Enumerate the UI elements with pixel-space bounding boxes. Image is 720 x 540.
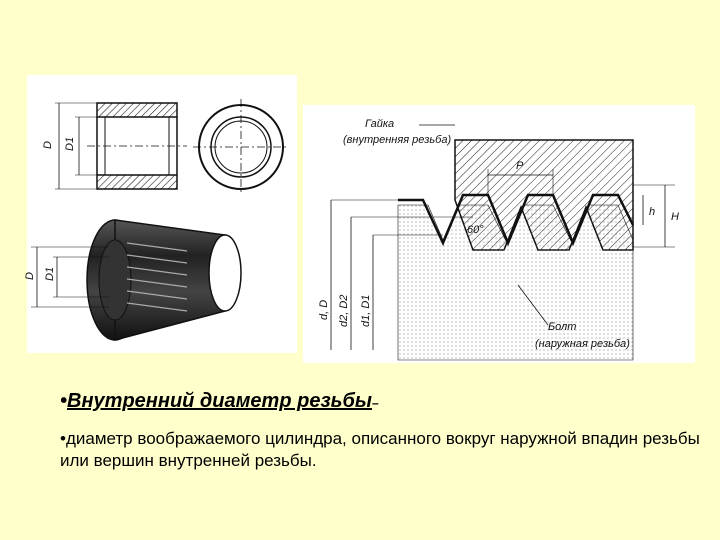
- bolt-label-line1: Болт: [548, 321, 577, 333]
- heading-bullet: •: [60, 390, 68, 412]
- right-figure-panel: [303, 105, 695, 363]
- top-D1-label: D1: [64, 136, 76, 151]
- angle-label: 60°: [467, 224, 484, 236]
- bolt-region: [398, 205, 633, 360]
- bottom-D-label: D: [24, 272, 36, 280]
- H-label: H: [671, 211, 679, 223]
- dim-label-d2-D2: d2, D2: [338, 294, 350, 327]
- top-D-label: D: [42, 141, 54, 149]
- thread-profile-drawing: [303, 105, 695, 363]
- heading-title: Внутренний диаметр резьбы: [67, 390, 372, 412]
- dim-label-d-D: d, D: [318, 299, 330, 320]
- definition-heading: [60, 390, 379, 413]
- nut-end-view: [193, 99, 289, 195]
- heading-dash: –: [372, 396, 379, 410]
- pitch-label: P: [516, 160, 524, 172]
- nut-section-view: [42, 103, 187, 189]
- dim-label-d1-D1: d1, D1: [360, 294, 372, 327]
- h-label: h: [649, 206, 656, 218]
- nut-3d-view: [24, 220, 241, 340]
- bottom-D1-label: D1: [44, 266, 56, 281]
- definition-body: •диаметр воображаемого цилиндра, описанного вокруг наружной впадин резьбы или вершин внутренней резьбы.: [60, 429, 700, 470]
- nut-drawings: [24, 75, 297, 353]
- left-figure-panel: [24, 75, 297, 353]
- bolt-label-line2: (наружная резьба): [535, 338, 630, 350]
- nut-label-line2: (внутренняя резьба): [343, 134, 452, 146]
- nut-label-line1: Гайка: [365, 118, 395, 130]
